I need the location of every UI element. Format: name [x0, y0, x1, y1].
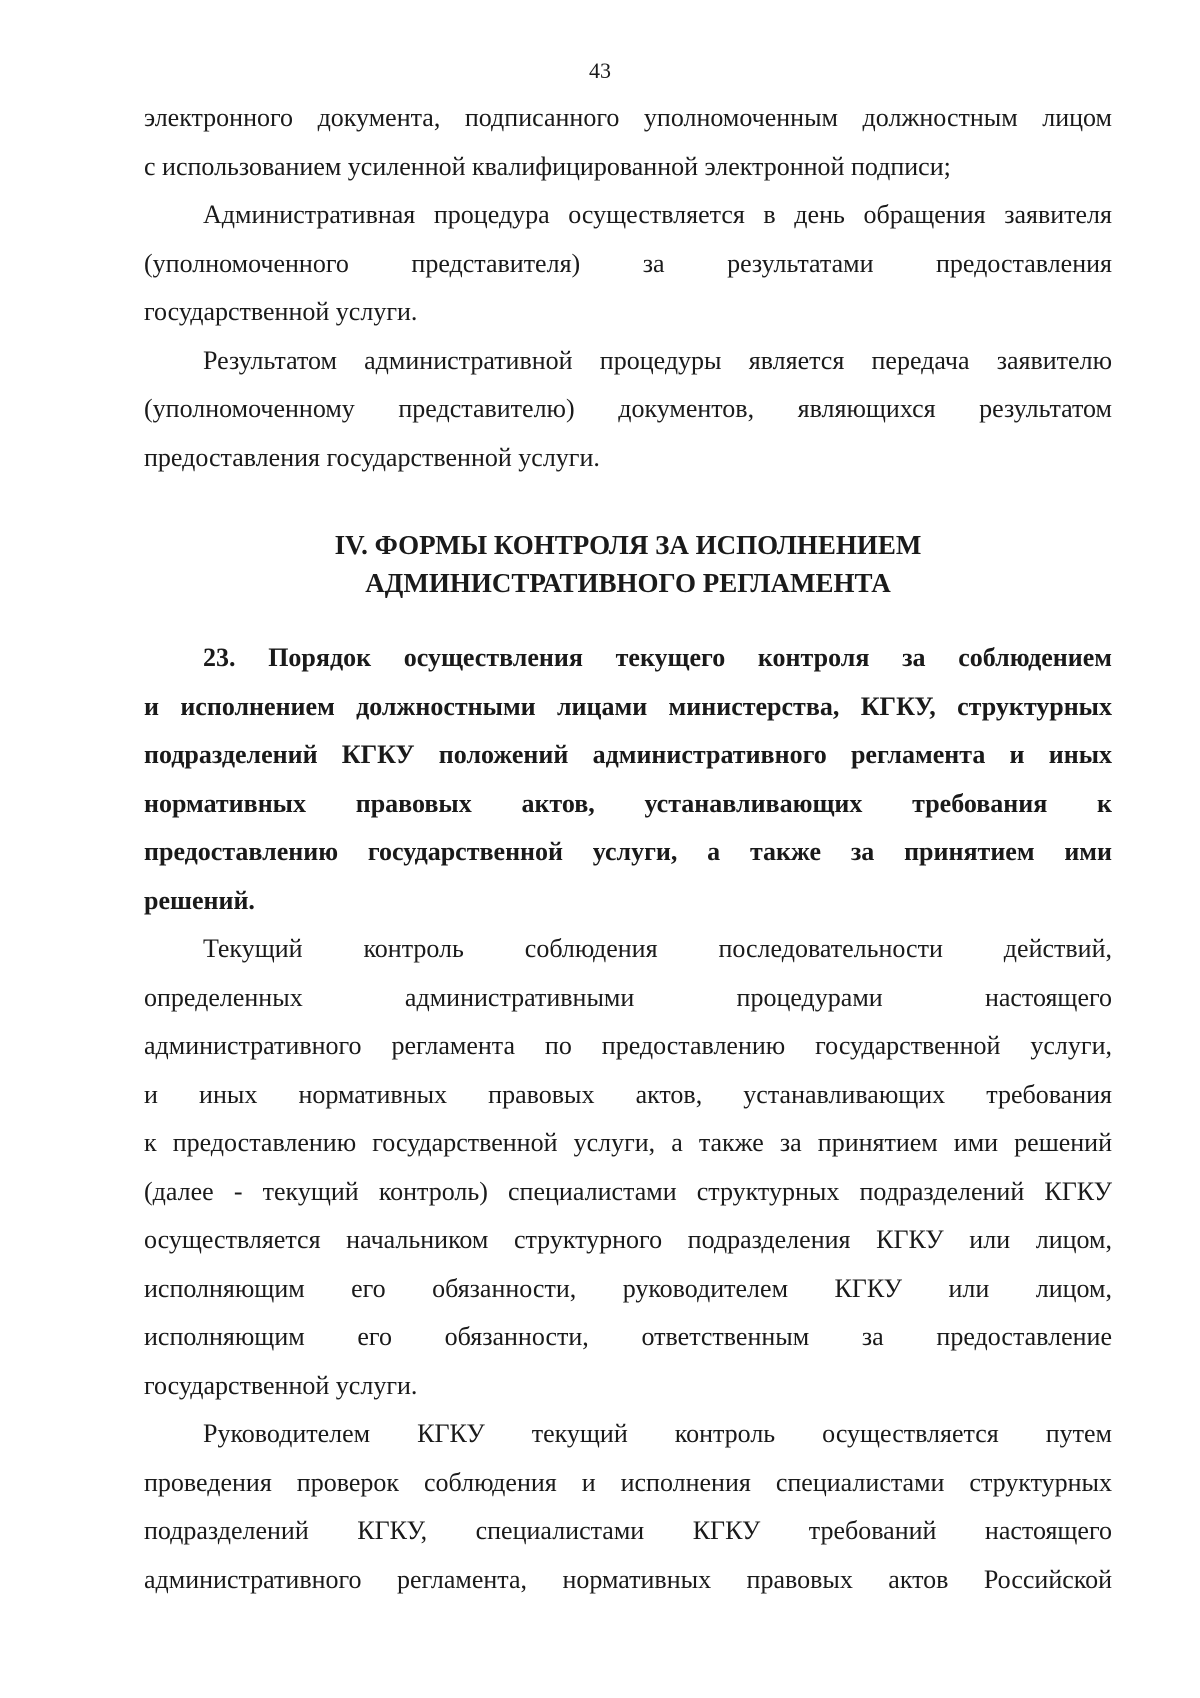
text-line: исполняющим его обязанности, ответственным за предоставление — [144, 1322, 1112, 1351]
paragraph-procedure-day — [144, 191, 1112, 337]
text-line: Административная процедура осуществляется в день обращения заявителя — [203, 200, 1112, 229]
text-line: предоставления государственной услуги. — [144, 442, 600, 472]
page-content — [144, 94, 1112, 1604]
text-line: проведения проверок соблюдения и исполнения специалистами структурных — [144, 1467, 1112, 1497]
title-line: подразделений КГКУ положений административного регламента и иных — [144, 740, 1112, 769]
text-line: (далее - текущий контроль) специалистами структурных подразделений КГКУ — [144, 1176, 1112, 1206]
text-line: административного регламента по предоставлению государственной услуги, — [144, 1031, 1112, 1060]
section-heading-line: АДМИНИСТРАТИВНОГО РЕГЛАМЕНТА — [365, 568, 891, 598]
text-line: подразделений КГКУ, специалистами КГКУ требований настоящего — [144, 1516, 1112, 1545]
paragraph-procedure-result — [144, 337, 1112, 483]
section-heading — [144, 526, 1112, 602]
text-line: осуществляется начальником структурного подразделения КГКУ или лицом, — [144, 1225, 1112, 1254]
title-line: нормативных правовых актов, устанавливающих требования к — [144, 788, 1112, 818]
paragraph-continuation — [144, 94, 1112, 191]
text-line: административного регламента, нормативных правовых актов Российской — [144, 1564, 1112, 1594]
text-line: Руководителем КГКУ текущий контроль осуществляется путем — [203, 1419, 1112, 1448]
text-line: исполняющим его обязанности, руководителем КГКУ или лицом, — [144, 1273, 1112, 1303]
title-line: предоставлению государственной услуги, а также за принятием ими — [144, 837, 1112, 866]
title-line: и исполнением должностными лицами министерства, КГКУ, структурных — [144, 691, 1112, 721]
text-line: электронного документа, подписанного уполномоченным должностным лицом — [144, 103, 1112, 132]
text-line: к предоставлению государственной услуги, а также за принятием ими решений — [144, 1128, 1112, 1157]
page-number: 43 — [589, 58, 611, 83]
text-line: государственной услуги. — [144, 1370, 418, 1400]
text-line: Текущий контроль соблюдения последовательности действий, — [203, 934, 1112, 963]
text-line: и иных нормативных правовых актов, устанавливающих требования — [144, 1079, 1112, 1109]
title-line: 23. Порядок осуществления текущего контроля за соблюдением — [203, 643, 1112, 672]
section-heading-line: IV. ФОРМЫ КОНТРОЛЯ ЗА ИСПОЛНЕНИЕМ — [334, 530, 922, 560]
subsection-title — [144, 634, 1112, 925]
text-line: государственной услуги. — [144, 297, 418, 326]
text-line: (уполномоченному представителю) документов, являющихся результатом — [144, 394, 1112, 423]
text-line: (уполномоченного представителя) за результатами предоставления — [144, 248, 1112, 278]
paragraph-current-control — [144, 925, 1112, 1410]
paragraph-head-control — [144, 1410, 1112, 1604]
text-line: с использованием усиленной квалифицированной электронной подписи; — [144, 151, 951, 181]
title-line: решений. — [144, 885, 255, 915]
text-line: определенных административными процедурами настоящего — [144, 982, 1112, 1012]
text-line: Результатом административной процедуры является передача заявителю — [203, 345, 1112, 375]
